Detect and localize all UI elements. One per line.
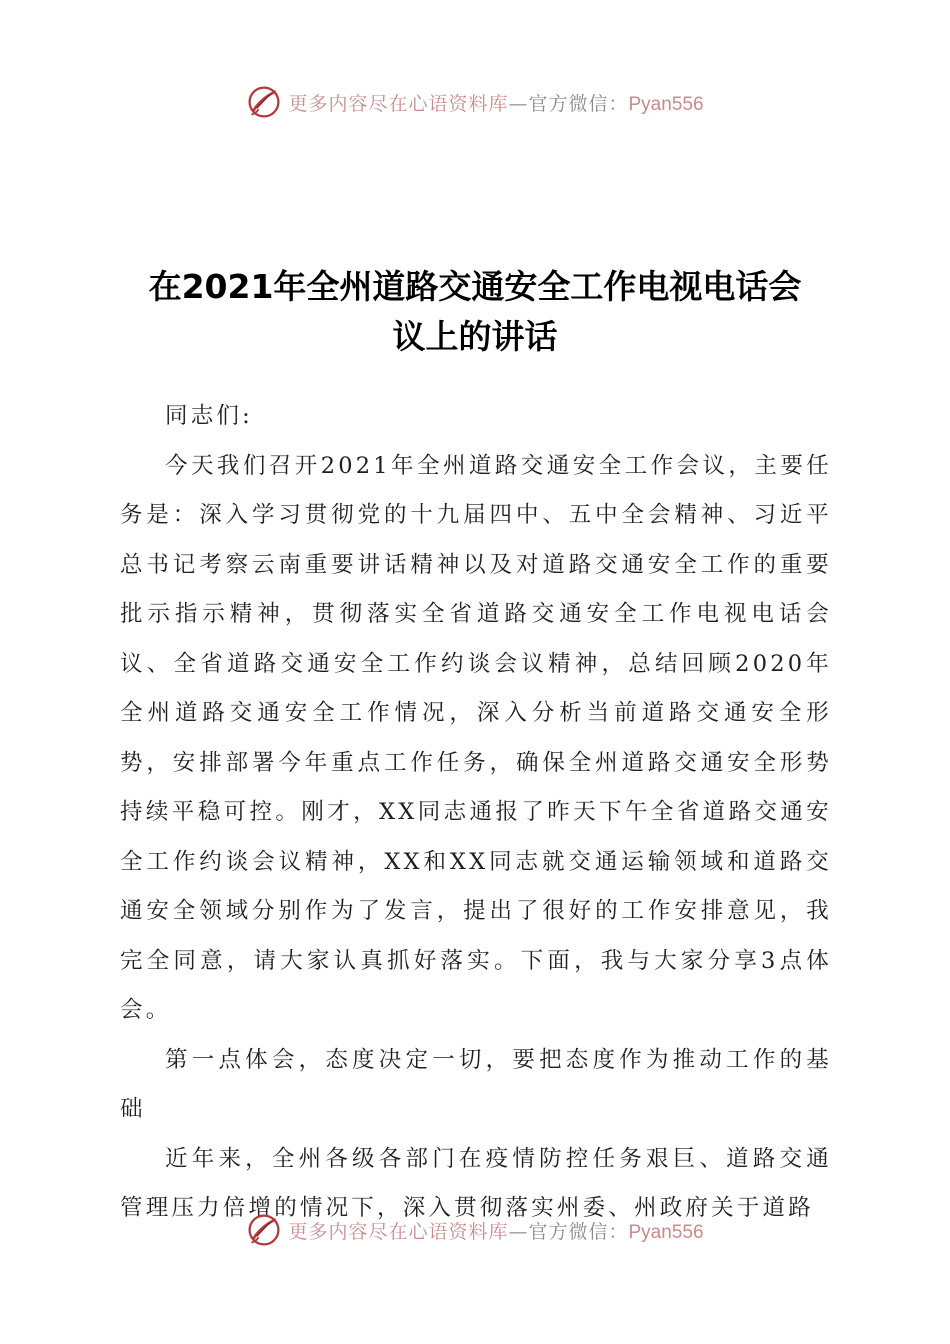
document-title bbox=[120, 262, 830, 362]
title-line-2: 议上的讲话 bbox=[392, 317, 558, 356]
watermark-text: 更多内容尽在心语资料库—官方微信：Pyan556 bbox=[288, 92, 704, 115]
watermark-footer bbox=[0, 1212, 950, 1248]
paragraph-section-1: 近年来，全州各级各部门在疫情防控任务艰巨、道路交通管理压力倍增的情况下，深入贯彻落实州委、州政府关于道路 bbox=[120, 1145, 832, 1221]
watermark-text: 更多内容尽在心语资料库—官方微信：Pyan556 bbox=[288, 1220, 704, 1243]
pen-logo-icon bbox=[246, 84, 282, 120]
section-heading-1: 第一点体会，态度决定一切，要把态度作为推动工作的基础 bbox=[120, 1046, 832, 1122]
pen-logo-icon bbox=[246, 1212, 282, 1248]
salutation: 同志们: bbox=[165, 403, 253, 429]
watermark-header bbox=[0, 84, 950, 120]
paragraph-intro: 今天我们召开2021年全州道路交通安全工作会议，主要任务是：深入学习贯彻党的十九届四中、五中全会精神、习近平总书记考察云南重要讲话精神以及对道路交通安全工作的重要批示指示精神，贯彻落实全省道路交通安全工作电视电话会议、全省道路交通安全工作约谈会议精神，总结回顾2020年全州道路交通安全工作情况，深入分析当前道路交通安全形势，安排部署今年重点工作任务，确保全州道路交通安全形势持续平稳可控。刚才，XX同志通报了昨天下午全省道路交通安全工作约谈会议精神，XX和XX同志就交通运输领域和道路交通安全领域分别作为了发言，提出了很好的工作安排意见，我完全同意，请大家认真抓好落实。下面，我与大家分享3点体会。 bbox=[120, 452, 832, 1023]
document-body bbox=[120, 392, 832, 1234]
title-line-1: 在2021年全州道路交通安全工作电视电话会 bbox=[148, 267, 802, 306]
